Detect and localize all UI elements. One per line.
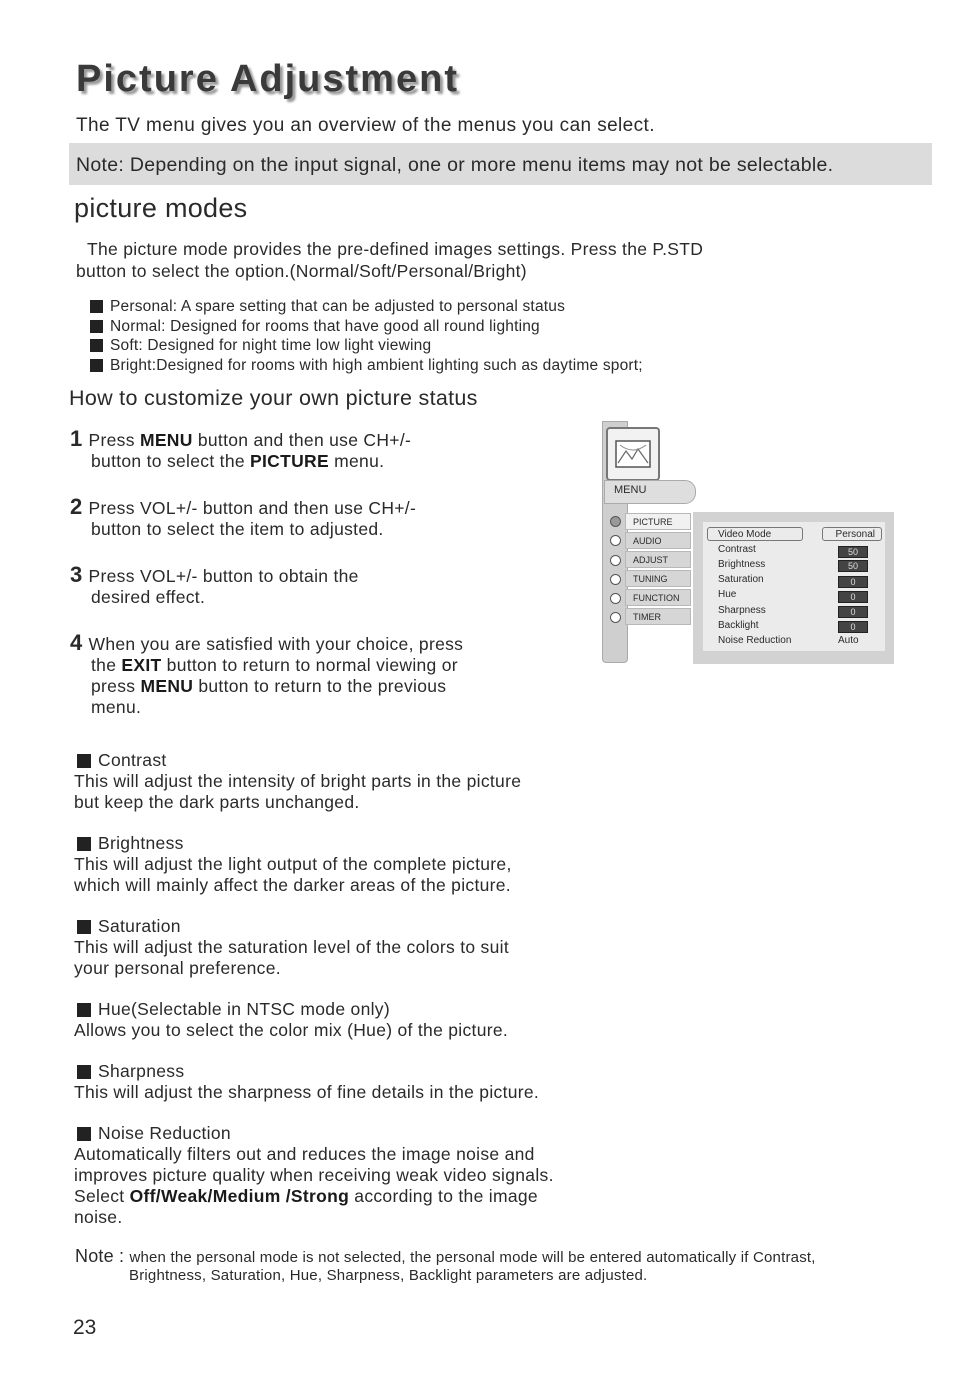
contrast-label[interactable]: Contrast [718, 544, 756, 555]
square-bullet-icon [77, 920, 91, 934]
section-text: noise. [74, 1207, 123, 1227]
section-text: Select [74, 1186, 130, 1206]
menu-item-picture[interactable]: PICTURE [625, 513, 691, 530]
intro-text: The TV menu gives you an overview of the menus you can select. [76, 115, 655, 136]
picture-frame-icon [608, 429, 658, 479]
saturation-value[interactable]: 0 [838, 576, 868, 588]
sharpness-section [74, 1061, 634, 1103]
radio-icon [610, 516, 621, 527]
note-banner-text: Note: Depending on the input signal, one or more menu items may not be selectable. [76, 154, 834, 176]
steps-list [70, 428, 540, 742]
section-text: This will adjust the light output of the complete picture, [74, 854, 512, 874]
step-text: When you are satisfied with your choice, press [88, 634, 464, 654]
step-text: Press VOL+/- button to obtain the [88, 566, 359, 586]
section-text: This will adjust the saturation level of the colors to suit [74, 937, 509, 957]
square-bullet-icon [77, 754, 91, 768]
step-3 [70, 564, 540, 608]
section-text: improves picture quality when receiving weak video signals. [74, 1165, 554, 1185]
step-keyword: EXIT [121, 655, 162, 675]
section-text: but keep the dark parts unchanged. [74, 792, 360, 812]
radio-icon [610, 593, 621, 604]
mode-bullet-list [90, 297, 643, 375]
step-text: menu. [328, 451, 385, 471]
section-text: which will mainly affect the darker areas of the picture. [74, 875, 511, 895]
menu-item-timer[interactable]: TIMER [625, 608, 691, 625]
modes-desc-line2: button to select the option.(Normal/Soft/Personal/Bright) [76, 261, 527, 281]
bullet-text: Bright:Designed for rooms with high ambient lighting such as daytime sport; [110, 356, 643, 374]
list-item [90, 317, 643, 337]
bullet-text: Soft: Designed for night time low light viewing [110, 337, 432, 354]
bullet-text: Normal: Designed for rooms that have good all round lighting [110, 317, 540, 335]
menu-item-adjust[interactable]: ADJUST [625, 551, 691, 568]
section-heading: Contrast [98, 750, 167, 770]
radio-icon [610, 555, 621, 566]
section-text: your personal preference. [74, 958, 281, 978]
section-heading: Sharpness [98, 1061, 185, 1081]
step-text: menu. [91, 697, 142, 717]
menu-tab[interactable] [604, 480, 696, 504]
step-text: Press VOL+/- button and then use CH+/- [88, 498, 417, 518]
noise-reduction-section [74, 1123, 634, 1228]
picture-modes-heading: picture modes [74, 193, 248, 223]
menu-item-tuning[interactable]: TUNING [625, 570, 691, 587]
step-text: button to return to the previous [193, 676, 447, 696]
step-text: desired effect. [91, 587, 206, 607]
step-number: 4 [70, 630, 83, 655]
backlight-value[interactable]: 0 [838, 621, 868, 633]
note-text: when the personal mode is not selected, the personal mode will be entered automatically if Contrast, [129, 1249, 816, 1266]
section-keyword: Off/Weak/Medium /Strong [129, 1186, 350, 1206]
picture-icon [606, 427, 660, 481]
section-text: Automatically filters out and reduces the image noise and [74, 1144, 535, 1164]
radio-icon [610, 574, 621, 585]
page-number: 23 [73, 1316, 97, 1339]
sharpness-label[interactable]: Sharpness [718, 605, 766, 616]
square-bullet-icon [77, 837, 91, 851]
step-2 [70, 496, 540, 540]
note-banner [69, 143, 932, 185]
square-bullet-icon [90, 320, 103, 333]
step-text: button to select the item to adjusted. [91, 519, 384, 539]
square-bullet-icon [77, 1003, 91, 1017]
square-bullet-icon [77, 1065, 91, 1079]
noise-reduction-label[interactable]: Noise Reduction [718, 635, 792, 646]
list-item [90, 297, 643, 317]
customize-heading: How to customize your own picture status [69, 386, 478, 410]
section-text: Allows you to select the color mix (Hue) of the picture. [74, 1020, 509, 1040]
section-heading: Saturation [98, 916, 181, 936]
picture-modes-description [76, 238, 796, 282]
step-text: button and then use CH+/- [192, 430, 412, 450]
step-4 [70, 632, 540, 718]
square-bullet-icon [90, 359, 103, 372]
contrast-section [74, 750, 634, 813]
menu-item-audio[interactable]: AUDIO [625, 532, 691, 549]
sharpness-value[interactable]: 0 [838, 606, 868, 618]
menu-item-function[interactable]: FUNCTION [625, 589, 691, 606]
step-text: press [91, 676, 141, 696]
step-keyword: MENU [139, 430, 193, 450]
square-bullet-icon [77, 1127, 91, 1141]
brightness-label[interactable]: Brightness [718, 559, 766, 570]
contrast-value[interactable]: 50 [838, 546, 868, 558]
step-text: Press [88, 430, 140, 450]
step-text: button to return to normal viewing or [161, 655, 458, 675]
note-text: Brightness, Saturation, Hue, Sharpness, Backlight parameters are adjusted. [129, 1267, 648, 1284]
step-number: 3 [70, 562, 83, 587]
backlight-label[interactable]: Backlight [718, 620, 759, 631]
section-text: This will adjust the intensity of bright parts in the picture [74, 771, 522, 791]
hue-value[interactable]: 0 [838, 591, 868, 603]
section-text: according to the image [349, 1186, 538, 1206]
menu-tab-label: MENU [614, 484, 647, 496]
section-text: This will adjust the sharpness of fine details in the picture. [74, 1082, 540, 1102]
saturation-section [74, 916, 634, 979]
noise-reduction-value[interactable]: Auto [838, 635, 859, 646]
bullet-text: Personal: A spare setting that can be adjusted to personal status [110, 298, 566, 315]
hue-label[interactable]: Hue [718, 589, 737, 600]
page-title: Picture Adjustment [76, 58, 459, 100]
hue-section [74, 999, 634, 1041]
setting-descriptions [74, 750, 634, 1248]
list-item [90, 336, 643, 356]
step-number: 2 [70, 494, 83, 519]
square-bullet-icon [90, 300, 103, 313]
section-heading: Hue(Selectable in NTSC mode only) [98, 999, 390, 1019]
section-heading: Brightness [98, 833, 184, 853]
step-number: 1 [70, 426, 83, 451]
video-mode-value[interactable]: Personal [822, 527, 882, 541]
list-item [90, 356, 643, 376]
modes-desc-line1: The picture mode provides the pre-defined images settings. Press the P.STD [87, 239, 704, 259]
step-keyword: PICTURE [250, 451, 329, 471]
step-text: button to select the [91, 451, 251, 471]
step-1 [70, 428, 540, 472]
square-bullet-icon [90, 339, 103, 352]
radio-icon [610, 612, 621, 623]
step-text: the [91, 655, 122, 675]
brightness-value[interactable]: 50 [838, 560, 868, 572]
radio-icon [610, 535, 621, 546]
section-heading: Noise Reduction [98, 1123, 231, 1143]
bottom-note [75, 1247, 935, 1285]
step-keyword: MENU [140, 676, 194, 696]
saturation-label[interactable]: Saturation [718, 574, 764, 585]
video-mode-label[interactable]: Video Mode [707, 527, 803, 541]
brightness-section [74, 833, 634, 896]
note-label: Note : [75, 1246, 130, 1266]
